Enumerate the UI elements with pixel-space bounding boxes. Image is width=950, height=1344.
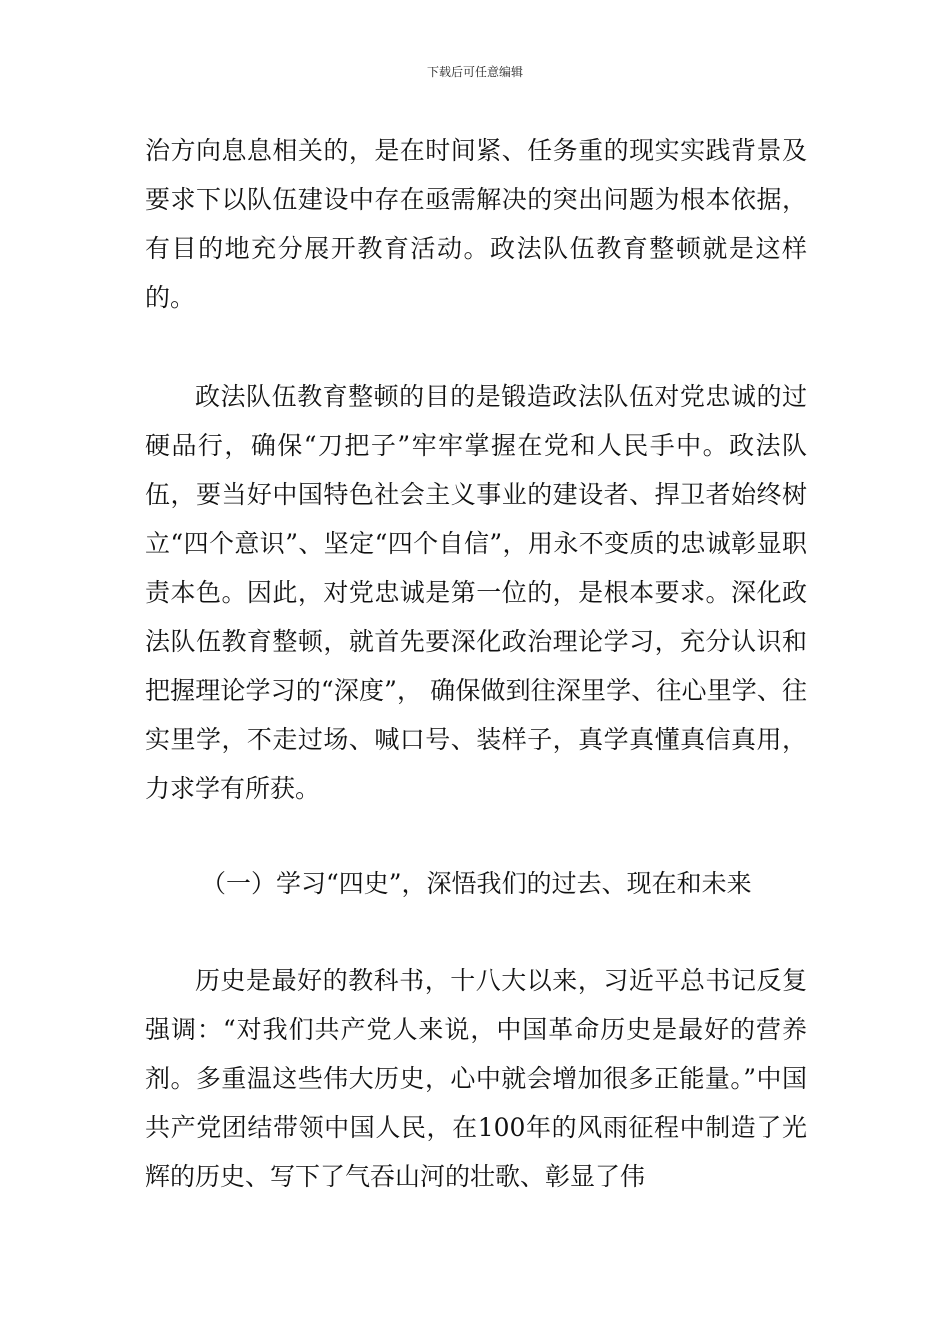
paragraph-purpose: 政法队伍教育整顿的目的是锻造政法队伍对党忠诚的过硬品行，确保“刀把子”牢牢掌握在党和人民手中。政法队伍，要当好中国特色社会主义事业的建设者、捍卫者始终树立“四个意识”、坚定“四个自信”，用永不变质的忠诚彰显职责本色。因此，对党忠诚是第一位的，是根本要求。深化政法队伍教育整顿，就首先要深化政治理论学习，充分认识和把握理论学习的“深度”， 确保做到往深里学、往心里学、往实里学，不走过场、喊口号、装样子，真学真懂真信真用，力求学有所获。: [145, 382, 807, 803]
page-header: 下载后可任意编辑: [426, 65, 523, 79]
paragraph-continued: 治方向息息相关的，是在时间紧、任务重的现实实践背景及要求下以队伍建设中存在亟需解决的突出问题为根本依据，有目的地充分展开教育活动。政法队伍教育整顿就是这样的。: [145, 136, 807, 312]
paragraph-history: 历史是最好的教科书，十八大以来，习近平总书记反复强调：“对我们共产党人来说，中国革命历史是最好的营养剂。多重温这些伟大历史，心中就会增加很多正能量。”中国共产党团结带领中国人民，在100年的风雨征程中制造了光辉的历史、写下了气吞山河的壮歌、彰显了伟: [145, 966, 807, 1191]
document-body: [145, 126, 807, 1201]
section-heading: （一）学习“四史”，深悟我们的过去、现在和未来: [201, 869, 752, 898]
